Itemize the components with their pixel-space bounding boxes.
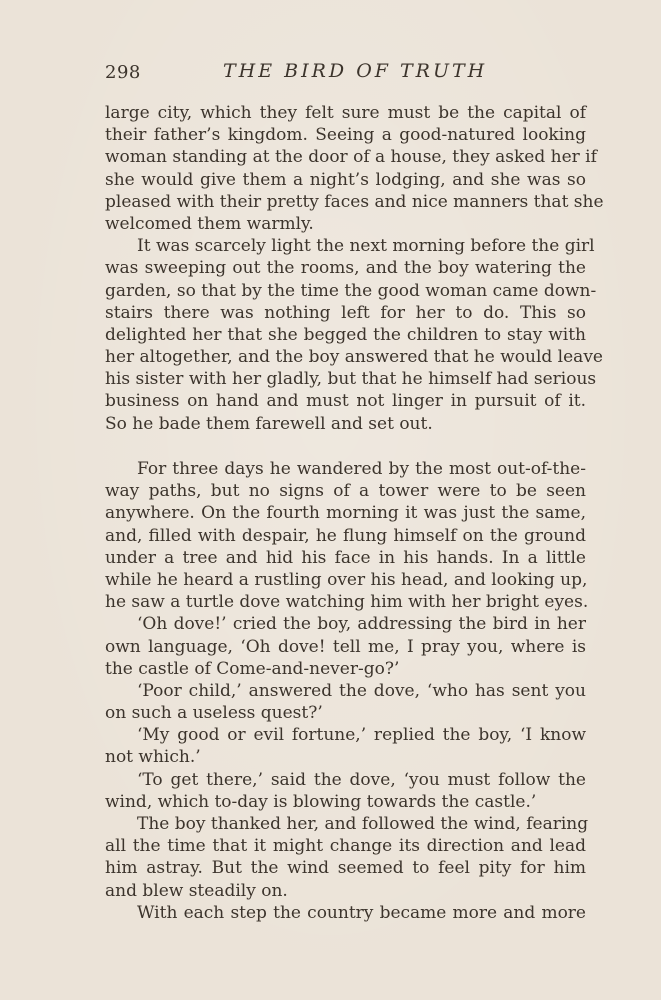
- text-line: For three days he wandered by the most out-of-the-: [137, 459, 586, 479]
- page-number: 298: [105, 62, 141, 83]
- text-line: stairs there was nothing left for her to do. This so: [105, 302, 586, 323]
- text-line: ‘Oh dove!’ cried the boy, addressing the bird in her: [137, 614, 586, 635]
- text-line: ‘To get there,’ said the dove, ‘you must follow the: [137, 769, 586, 790]
- text-line: woman standing at the door of a house, they asked her if: [105, 147, 597, 168]
- text-line: the castle of Come-and-never-go?’: [105, 658, 400, 679]
- text-line: ‘Poor child,’ answered the dove, ‘who has sent you: [137, 680, 586, 701]
- text-line: her altogether, and the boy answered that he would leave: [105, 347, 603, 368]
- paragraph: [105, 680, 586, 724]
- text-line: The boy thanked her, and followed the wind, fearing: [137, 814, 589, 834]
- text-line: wind, which to-day is blowing towards the castle.’: [105, 791, 537, 812]
- text-line: and, filled with despair, he flung himself on the ground: [105, 525, 586, 546]
- paragraph: [105, 613, 586, 680]
- text-line: he saw a turtle dove watching him with her bright eyes.: [105, 592, 589, 613]
- text-line: own language, ‘Oh dove! tell me, I pray you, where is: [105, 636, 586, 657]
- paragraph: [105, 769, 586, 813]
- text-line: while he heard a rustling over his head, and looking up,: [105, 569, 588, 590]
- text-line: large city, which they felt sure must be the capital of: [105, 103, 586, 123]
- text-line: his sister with her gladly, but that he himself had serious: [105, 369, 597, 390]
- text-line: not which.’: [105, 747, 201, 768]
- text-section-2: [105, 458, 589, 924]
- text-line: pleased with their pretty faces and nice manners that she: [105, 191, 604, 212]
- paragraph: [105, 458, 589, 613]
- running-title: THE BIRD OF TRUTH: [223, 60, 488, 82]
- paragraph: [105, 724, 586, 768]
- paragraph: [105, 902, 586, 924]
- text-line: him astray. But the wind seemed to feel pity for him: [105, 858, 586, 879]
- paragraph: [105, 235, 603, 435]
- text-line: under a tree and hid his face in his hands. In a little: [105, 547, 586, 568]
- text-line: delighted her that she begged the children to stay with: [105, 324, 586, 345]
- text-line: their father’s kingdom. Seeing a good-natured looking: [105, 125, 586, 146]
- text-line: all the time that it might change its direction and lead: [105, 836, 586, 857]
- text-line: way paths, but no signs of a tower were to be seen: [105, 481, 586, 502]
- paragraph: [105, 102, 604, 235]
- text-section-1: [105, 102, 604, 435]
- text-line: welcomed them warmly.: [105, 213, 314, 234]
- text-line: on such a useless quest?’: [105, 703, 323, 724]
- text-line: anywhere. On the fourth morning it was just the same,: [105, 503, 586, 524]
- text-line: was sweeping out the rooms, and the boy watering the: [105, 258, 586, 279]
- text-line: So he bade them farewell and set out.: [105, 413, 433, 434]
- text-line: she would give them a night’s lodging, and she was so: [105, 169, 586, 190]
- text-line: ‘My good or evil fortune,’ replied the boy, ‘I know: [137, 725, 586, 746]
- text-line: It was scarcely light the next morning before the girl: [137, 236, 595, 257]
- paragraph: [105, 813, 589, 902]
- text-line: With each step the country became more and more: [137, 902, 586, 923]
- page-header: [105, 60, 585, 90]
- text-line: business on hand and must not linger in pursuit of it.: [105, 391, 586, 412]
- text-line: and blew steadily on.: [105, 880, 288, 901]
- text-line: garden, so that by the time the good woman came down-: [105, 280, 597, 301]
